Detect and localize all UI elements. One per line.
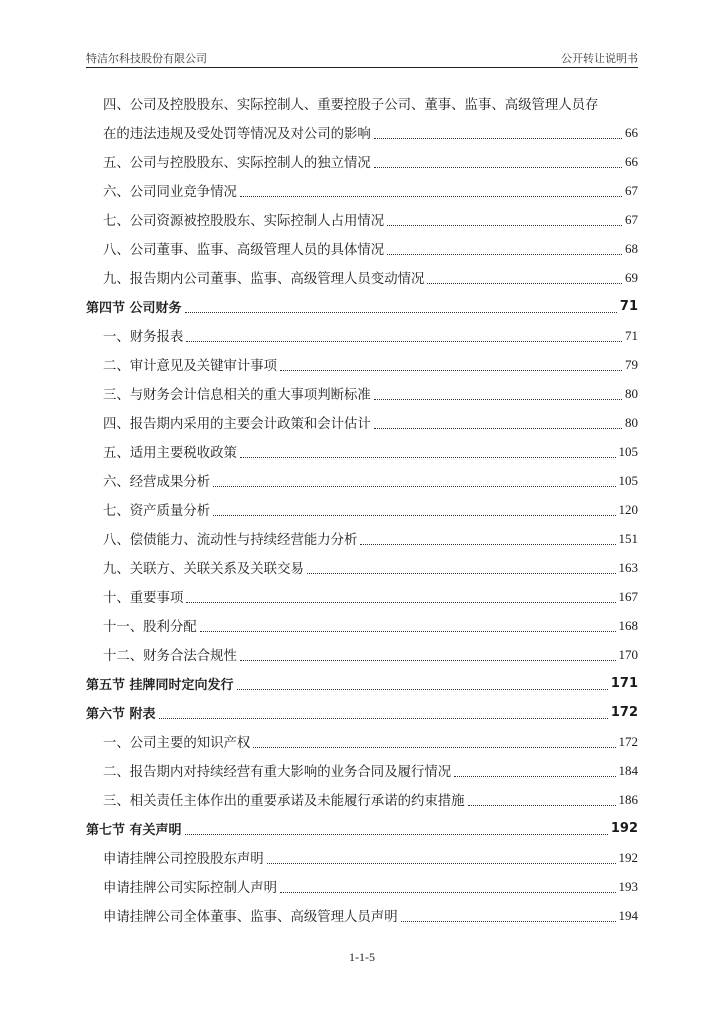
toc-page-number: 192 — [610, 821, 638, 836]
toc-leader-dots — [280, 892, 615, 893]
toc-page-number: 67 — [625, 211, 638, 227]
toc-page-number: 170 — [618, 646, 638, 662]
toc-leader-dots — [240, 457, 616, 458]
toc-page-number: 171 — [610, 676, 638, 691]
toc-leader-dots — [159, 718, 608, 719]
toc-page-number: 105 — [618, 472, 638, 488]
toc-entry[interactable] — [86, 872, 638, 901]
toc-leader-dots — [213, 486, 615, 487]
toc-entry-title: 第四节 公司财务 — [86, 301, 182, 316]
toc-entry[interactable] — [86, 640, 638, 669]
toc-entry[interactable] — [86, 408, 638, 437]
toc-entry-title: 在的违法违规及受处罚等情况及对公司的影响 — [103, 127, 371, 142]
toc-entry-title: 第六节 附表 — [86, 707, 156, 722]
toc-entry[interactable] — [86, 901, 638, 930]
toc-entry[interactable] — [86, 582, 638, 611]
toc-section-entry[interactable] — [86, 814, 638, 843]
toc-page-number: 67 — [625, 182, 638, 198]
toc-entry[interactable] — [86, 727, 638, 756]
toc-entry[interactable] — [86, 611, 638, 640]
toc-entry[interactable] — [86, 234, 638, 263]
toc-entry[interactable] — [86, 843, 638, 872]
toc-page-number: 105 — [618, 443, 638, 459]
toc-entry[interactable] — [86, 756, 638, 785]
company-name: 特洁尔科技股份有限公司 — [86, 52, 207, 65]
toc-entry-title: 第七节 有关声明 — [86, 823, 182, 838]
toc-entry[interactable] — [86, 785, 638, 814]
toc-page-number: 80 — [625, 385, 638, 401]
toc-page-number: 193 — [618, 878, 638, 894]
toc-entry-title: 六、公司同业竞争情况 — [103, 185, 237, 200]
toc-page-number: 186 — [618, 791, 638, 807]
toc-entry-title: 十二、财务合法合规性 — [103, 649, 237, 664]
toc-entry-title: 二、审计意见及关键审计事项 — [103, 359, 278, 374]
toc-entry-title: 四、公司及控股股东、实际控制人、重要控股子公司、董事、监事、高级管理人员存 — [103, 98, 599, 113]
toc-entry-title: 三、相关责任主体作出的重要承诺及未能履行承诺的约束措施 — [103, 794, 465, 809]
toc-entry[interactable] — [86, 437, 638, 466]
toc-entry[interactable] — [86, 89, 638, 118]
toc-entry-title: 九、报告期内公司董事、监事、高级管理人员变动情况 — [103, 272, 425, 287]
toc-entry[interactable] — [86, 263, 638, 292]
toc-page-number: 80 — [625, 414, 638, 430]
toc-entry-title: 四、报告期内采用的主要会计政策和会计估计 — [103, 417, 371, 432]
document-title: 公开转让说明书 — [561, 52, 638, 65]
toc-entry-title: 八、偿债能力、流动性与持续经营能力分析 — [103, 533, 358, 548]
toc-leader-dots — [374, 138, 622, 139]
table-of-contents — [86, 89, 638, 930]
toc-leader-dots — [185, 834, 608, 835]
toc-leader-dots — [427, 283, 622, 284]
toc-entry-title: 八、公司董事、监事、高级管理人员的具体情况 — [103, 243, 385, 258]
toc-page-number: 172 — [618, 733, 638, 749]
toc-leader-dots — [387, 225, 622, 226]
toc-section-entry[interactable] — [86, 669, 638, 698]
toc-page-number: 71 — [625, 327, 638, 343]
toc-entry[interactable] — [86, 495, 638, 524]
toc-leader-dots — [307, 573, 616, 574]
toc-entry-title: 申请挂牌公司全体董事、监事、高级管理人员声明 — [103, 910, 398, 925]
toc-entry-title: 二、报告期内对持续经营有重大影响的业务合同及履行情况 — [103, 765, 452, 780]
toc-page-number: 167 — [618, 588, 638, 604]
toc-page-number: 151 — [618, 530, 638, 546]
toc-leader-dots — [240, 660, 616, 661]
toc-leader-dots — [213, 515, 615, 516]
toc-leader-dots — [267, 863, 616, 864]
toc-page-number: 66 — [625, 153, 638, 169]
toc-page-number: 194 — [618, 907, 638, 923]
toc-leader-dots — [374, 399, 622, 400]
toc-entry[interactable] — [86, 350, 638, 379]
toc-leader-dots — [186, 602, 615, 603]
toc-leader-dots — [237, 689, 608, 690]
toc-section-entry[interactable] — [86, 292, 638, 321]
toc-entry-title: 一、公司主要的知识产权 — [103, 736, 251, 751]
toc-entry-title: 五、适用主要税收政策 — [103, 446, 237, 461]
toc-entry[interactable] — [86, 553, 638, 582]
toc-leader-dots — [185, 312, 617, 313]
toc-leader-dots — [454, 776, 615, 777]
toc-entry[interactable] — [86, 147, 638, 176]
toc-page-number: 163 — [618, 559, 638, 575]
toc-entry-title: 七、公司资源被控股股东、实际控制人占用情况 — [103, 214, 385, 229]
toc-page-number: 120 — [618, 501, 638, 517]
toc-page-number: 71 — [619, 299, 638, 314]
toc-entry-title: 三、与财务会计信息相关的重大事项判断标准 — [103, 388, 371, 403]
toc-entry-title: 九、关联方、关联关系及关联交易 — [103, 562, 304, 577]
toc-page-number: 66 — [625, 124, 638, 140]
toc-entry[interactable] — [86, 176, 638, 205]
page-number: 1-1-5 — [349, 950, 375, 964]
toc-leader-dots — [253, 747, 615, 748]
toc-entry[interactable] — [86, 466, 638, 495]
toc-entry-title: 十一、股利分配 — [103, 620, 197, 635]
toc-entry-title: 七、资产质量分析 — [103, 504, 211, 519]
toc-entry[interactable] — [86, 118, 638, 147]
toc-section-entry[interactable] — [86, 698, 638, 727]
toc-leader-dots — [186, 341, 622, 342]
toc-entry[interactable] — [86, 205, 638, 234]
toc-page-number: 172 — [610, 705, 638, 720]
toc-entry[interactable] — [86, 321, 638, 350]
toc-entry[interactable] — [86, 379, 638, 408]
toc-leader-dots — [401, 921, 616, 922]
toc-leader-dots — [468, 805, 616, 806]
toc-leader-dots — [200, 631, 616, 632]
toc-entry-title: 申请挂牌公司实际控制人声明 — [103, 881, 278, 896]
toc-leader-dots — [240, 196, 622, 197]
toc-page-number: 68 — [625, 240, 638, 256]
toc-leader-dots — [280, 370, 622, 371]
toc-page-number: 184 — [618, 762, 638, 778]
toc-entry-title: 第五节 挂牌同时定向发行 — [86, 678, 234, 693]
toc-page-number: 79 — [625, 356, 638, 372]
toc-leader-dots — [387, 254, 622, 255]
toc-leader-dots — [374, 167, 622, 168]
toc-page-number: 192 — [618, 849, 638, 865]
toc-leader-dots — [360, 544, 615, 545]
toc-entry-title: 申请挂牌公司控股股东声明 — [103, 852, 264, 867]
toc-entry[interactable] — [86, 524, 638, 553]
toc-entry-title: 一、财务报表 — [103, 330, 184, 345]
toc-entry-title: 十、重要事项 — [103, 591, 184, 606]
toc-entry-title: 六、经营成果分析 — [103, 475, 211, 490]
toc-page-number: 168 — [618, 617, 638, 633]
page-header — [86, 50, 638, 66]
header-rule — [86, 67, 638, 68]
toc-entry-title: 五、公司与控股股东、实际控制人的独立情况 — [103, 156, 371, 171]
toc-page-number: 69 — [625, 269, 638, 285]
toc-leader-dots — [374, 428, 622, 429]
